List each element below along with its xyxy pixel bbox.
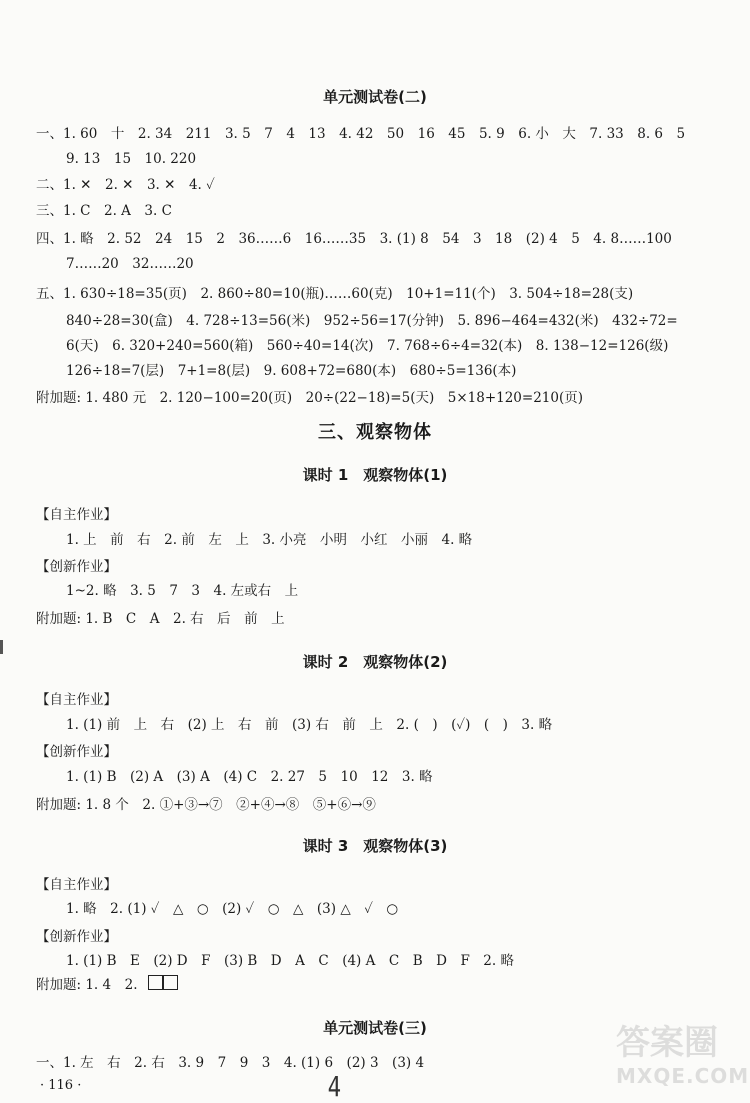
answer-line: 1~2. 略 3. 5 7 3 4. 左或右 上 xyxy=(66,583,299,599)
tag-creative-work: 【创新作业】 xyxy=(36,744,117,760)
section-title-test2: 单元测试卷(二) xyxy=(323,88,427,106)
answer-line: 6(天) 6. 320+240=560(箱) 560÷40=14(次) 7. 768÷6÷4=32(本) 8. 138−12=126(级) xyxy=(66,338,669,354)
answer-line: 附加题: 1. 4 2. xyxy=(36,977,138,993)
chapter-title: 三、观察物体 xyxy=(318,422,432,443)
lesson-title-3: 课时 3 观察物体(3) xyxy=(302,837,448,855)
watermark-url: MXQE.COM xyxy=(616,1064,750,1088)
answer-line: 一、1. 60 十 2. 34 211 3. 5 7 4 13 4. 42 50 16 45 5. 9 6. 小 大 7. 33 8. 6 5 xyxy=(36,126,686,142)
answer-line: 840÷28=30(盒) 4. 728÷13=56(米) 952÷56=17(分钟) 5. 896−464=432(米) 432÷72= xyxy=(66,313,678,329)
answer-line: 四、1. 略 2. 52 24 15 2 36……6 16……35 3. (1) 8 54 3 18 (2) 4 5 4. 8……100 xyxy=(36,231,672,247)
lesson-title-2: 课时 2 观察物体(2) xyxy=(302,653,448,671)
tag-creative-work: 【创新作业】 xyxy=(36,559,117,575)
tag-self-work: 【自主作业】 xyxy=(36,877,117,893)
lesson-title-1: 课时 1 观察物体(1) xyxy=(302,466,448,484)
answer-line: 1. (1) B E (2) D F (3) B D A C (4) A C B D F 2. 略 xyxy=(66,953,514,969)
answer-line: 附加题: 1. B C A 2. 右 后 前 上 xyxy=(36,611,285,627)
scan-edge-mark xyxy=(0,640,3,654)
answer-line: 126÷18=7(层) 7+1=8(层) 9. 608+72=680(本) 680÷5=136(本) xyxy=(66,363,517,379)
answer-line: 附加题: 1. 480 元 2. 120−100=20(页) 20÷(22−18)=5(天) 5×18+120=210(页) xyxy=(36,390,584,406)
answer-line: 9. 13 15 10. 220 xyxy=(66,151,197,167)
watermark-logo xyxy=(616,1015,750,1101)
tag-creative-work: 【创新作业】 xyxy=(36,929,117,945)
answer-line: 一、1. 左 右 2. 右 3. 9 7 9 3 4. (1) 6 (2) 3 (3) 4 xyxy=(36,1055,425,1071)
answer-line: 7……20 32……20 xyxy=(66,256,194,272)
answer-line: 1. 略 2. (1) ✓ △ ○ (2) ✓ ○ △ (3) △ ✓ ○ xyxy=(66,901,399,917)
answer-line: 五、1. 630÷18=35(页) 2. 860÷80=10(瓶)……60(克) 10+1=11(个) 3. 504÷18=28(支) xyxy=(36,286,634,302)
handwritten-number: 4 xyxy=(327,1070,342,1103)
watermark-text: 答案圈 xyxy=(616,1023,718,1063)
answer-line: 1. (1) B (2) A (3) A (4) C 2. 27 5 10 12 3. 略 xyxy=(66,769,433,785)
page-number: · 116 · xyxy=(40,1078,82,1093)
two-squares-figure xyxy=(148,975,178,990)
tag-self-work: 【自主作业】 xyxy=(36,692,117,708)
answer-line: 二、1. ✕ 2. ✕ 3. ✕ 4. ✓ xyxy=(36,177,215,193)
answer-line: 1. (1) 前 上 右 (2) 上 右 前 (3) 右 前 上 2. ( ) (✓) ( ) 3. 略 xyxy=(66,717,553,733)
tag-self-work: 【自主作业】 xyxy=(36,507,117,523)
answer-line: 1. 上 前 右 2. 前 左 上 3. 小亮 小明 小红 小丽 4. 略 xyxy=(66,532,473,548)
answer-line: 附加题: 1. 8 个 2. ①+③→⑦ ②+④→⑧ ⑤+⑥→⑨ xyxy=(36,797,376,813)
section-title-test3: 单元测试卷(三) xyxy=(323,1019,427,1037)
answer-line: 三、1. C 2. A 3. C xyxy=(36,203,172,219)
